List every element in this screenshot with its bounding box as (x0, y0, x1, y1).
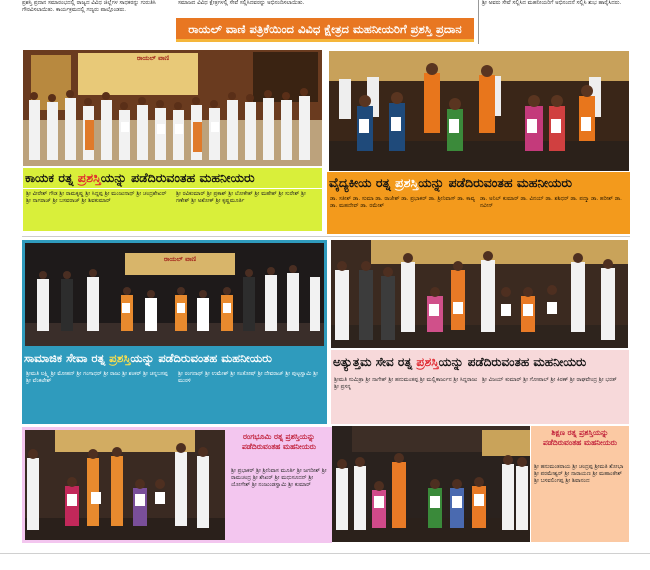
heading-suffix: ಯನ್ನು ಪಡೆದಿರುವಂತಹ ಮಹನೀಯರು (438, 355, 587, 369)
top-middle-text: ಸಮಾಜದ ವಿವಿಧ ಕ್ಷೇತ್ರಗಳಲ್ಲಿ ಸೇವೆ ಸಲ್ಲಿಸಿದವರನ್ನು ಅಭಿನಂದಿಸಲಾಯಿತು. (178, 0, 305, 6)
heading-suffix: ಯನ್ನು ಪಡೆದಿರುವಂತಹ ಮಹನೀಯರು (130, 351, 272, 365)
heading-kayaka-ratna (23, 168, 322, 188)
photo-shikshana-ratna-group (332, 426, 530, 542)
vaidyakeeya-body-left: ಡಾ. ಸತೀಶ್ ಡಾ. ಸುಮಾ ಡಾ. ರಾಜೇಶ್ ಡಾ. ಪ್ರಭಾಕರ್ ಡಾ. ಶ್ರೀನಿವಾಸ್ ಡಾ. ಕಾವ್ಯ ಡಾ. ಮಹದೇವ್ ಡಾ. ರಮೇಶ್ (330, 196, 476, 209)
banner-title-part-a: ರಾಯಲ್ ವಾಣಿ ಪತ್ರಿಕೆಯಿಂದ (188, 22, 298, 36)
heading-prefix: ಕಾಯಕ ರತ್ನ (25, 170, 78, 185)
heading-rangabhoomi-ratna: ರಂಗಭೂಮಿ ರತ್ನ ಪ್ರಶಸ್ತಿಯನ್ನು ಪಡೆದಿರುವಂತಹ ಮಹನೀಯರು (241, 432, 317, 451)
stage-banner-text: ರಾಯಲ್ ವಾಣಿ (136, 54, 170, 62)
stage-banner-text: ರಾಯಲ್ ವಾಣಿ (163, 255, 197, 263)
heading-award-word: ಪ್ರಶಸ್ತಿ (77, 170, 101, 185)
heading-prefix: ಸಾಮಾಜಿಕ ಸೇವಾ ರತ್ನ (24, 351, 110, 365)
samajika-body-left: ಶ್ರೀಮತಿ ಲಕ್ಷ್ಮಿ ಶ್ರೀ ಮೋಹನ್ ಶ್ರೀ ಗಂಗಾಧರ್ ಶ್ರೀ ರಾಜು ಶ್ರೀ ಶಂಕರ್ ಶ್ರೀ ಚನ್ನಬಸಪ್ಪ ಶ್ರೀ ವೆಂಕಟೇಶ್ (26, 371, 168, 384)
photo-kayaka-ratna-group (23, 50, 322, 166)
photo-rangabhoomi-ratna-group (25, 430, 225, 540)
banner-title-part-b: ವಿವಿಧ ಕ್ಷೇತ್ರದ ಮಹನೀಯರಿಗೆ ಪ್ರಶಸ್ತಿ ಪ್ರದಾನ (297, 22, 462, 36)
top-left-text: ಪ್ರಶಸ್ತಿ ಪ್ರದಾನ ಸಮಾರಂಭದಲ್ಲಿ ರಾಜ್ಯದ ವಿವಿಧ ಜಿಲ್ಲೆಗಳ ಸಾಧಕರನ್ನು ಗುರುತಿಸಿ ಗೌರವಿಸಲಾಯಿತು. ಕಾರ್ಯಕ್ರಮದಲ್ಲಿ ಗಣ್ಯರು ಪಾಲ್ಗೊಂಡರು. (22, 0, 156, 13)
shikshana-body: ಶ್ರೀ ಹನುಮಂತರಾಯ ಶ್ರೀ ಚಂದ್ರಪ್ಪ ಶ್ರೀಮತಿ ಶೋಭಾ ಶ್ರೀ ಪರಮೇಶ್ವರ್ ಶ್ರೀ ನಾರಾಯಣ ಶ್ರೀ ಮಹಾಂತೇಶ್ ಶ್ರೀ ಬಸವಲಿಂಗಪ್ಪ ಶ್ರೀ ಶಿವಾನಂದ (534, 464, 624, 484)
top-right-text: ಶ್ರೀ ಅವರು ಸೇವೆ ಸಲ್ಲಿಸಿದ ಮಹನೀಯರಿಗೆ ಅಭಿನಂದನೆ ಸಲ್ಲಿಸಿ ಶುಭ ಹಾರೈಸಿದರು. (478, 0, 628, 44)
heading-award-word: ಪ್ರಶಸ್ತಿ (416, 355, 439, 369)
atyuttama-body-left: ಶ್ರೀಮತಿ ಸುಮಿತ್ರಾ ಶ್ರೀ ನಾಗೇಶ್ ಶ್ರೀ ಹನುಮಂತಪ್ಪ ಶ್ರೀ ಮಲ್ಲಿಕಾರ್ಜುನ ಶ್ರೀ ಸಿದ್ದರಾಜು ಶ್ರೀ ಪ್ರಸನ್ನ (334, 377, 478, 390)
heading-prefix: ವೈದ್ಯಕೀಯ ರತ್ನ (329, 175, 396, 190)
main-banner (176, 18, 474, 42)
heading-atyuttama-seva-ratna (331, 350, 629, 374)
photo-samajika-seva-ratna-group (25, 243, 324, 346)
heading-samajika-seva-ratna (22, 348, 327, 368)
heading-prefix: ಅತ್ಯುತ್ತಮ ಸೇವ ರತ್ನ (333, 355, 417, 369)
kayaka-body-right: ಶ್ರೀ ರವಿಕುಮಾರ್ ಶ್ರೀ ಪ್ರಕಾಶ್ ಶ್ರೀ ಲೋಕೇಶ್ ಶ್ರೀ ಮಹೇಶ್ ಶ್ರೀ ಸುರೇಶ್ ಶ್ರೀ ಗಣೇಶ್ ಶ್ರೀ ಅಶೋಕ್ ಶ್ರೀ ಕೃಷ್ಣಮೂರ್ತಿ (176, 191, 306, 204)
heading-shikshana-ratna: ಶಿಕ್ಷಣ ರತ್ನ ಪ್ರಶಸ್ತಿಯನ್ನು ಪಡೆದಿರುವಂತಹ ಮಹನೀಯರು (542, 428, 618, 447)
samajika-body-right: ಶ್ರೀ ರಂಗನಾಥ್ ಶ್ರೀ ಉಮೇಶ್ ಶ್ರೀ ಸಂತೋಷ್ ಶ್ರೀ ದೇವರಾಜ್ ಶ್ರೀ ಪುಟ್ಟಸ್ವಾಮಿ ಶ್ರೀ ಮುರಳಿ (178, 371, 318, 384)
heading-suffix: ಯನ್ನು ಪಡೆದಿರುವಂತಹ ಮಹನೀಯರು (418, 175, 572, 190)
heading-vaidyakeeya-ratna (327, 172, 630, 194)
heading-award-word: ಪ್ರಶಸ್ತಿ (395, 175, 419, 190)
kayaka-body-left: ಶ್ರೀ ವೀರೇಶ್ ಗೌಡ ಶ್ರೀ ರಾಮಕೃಷ್ಣ ಶ್ರೀ ಸಿದ್ದಪ್ಪ ಶ್ರೀ ಮಂಜುನಾಥ್ ಶ್ರೀ ಚಂದ್ರಶೇಖರ್ ಶ್ರೀ ನಾಗರಾಜ್ ಶ್ರೀ ಬಸವರಾಜ್ ಶ್ರೀ ಶಿವಕುಮಾರ್ (26, 191, 167, 204)
vaidyakeeya-body-right: ಡಾ. ಅನಿಲ್ ಕುಮಾರ್ ಡಾ. ವಿನಯ್ ಡಾ. ಶಶಿಧರ್ ಡಾ. ಪದ್ಮಾ ಡಾ. ಹರೀಶ್ ಡಾ. ನವೀನ್ (480, 196, 622, 209)
rangabhoomi-body: ಶ್ರೀ ಪ್ರಭಾಕರ್ ಶ್ರೀ ಶ್ರೀನಿವಾಸ ಮೂರ್ತಿ ಶ್ರೀ ಜಗದೀಶ್ ಶ್ರೀ ರಾಮಚಂದ್ರ ಶ್ರೀ ಶೇಖರ್ ಶ್ರೀ ಮಧುಸೂದನ್ ಶ್ರೀ ಯೋಗೇಶ್ ಶ್ರೀ ನಂಜುಂಡಸ್ವಾಮಿ ಶ್ರೀ ಕುಮಾರ್ (231, 468, 327, 488)
heading-suffix: ಯನ್ನು ಪಡೆದಿರುವಂತಹ ಮಹನೀಯರು (100, 170, 255, 185)
photo-vaidyakeeya-ratna-group (329, 51, 629, 171)
heading-award-word: ಪ್ರಶಸ್ತಿ (109, 351, 131, 365)
photo-atyuttama-seva-ratna-group (331, 240, 628, 348)
atyuttama-body-right: ಶ್ರೀ ವಿಜಯ್ ಕುಮಾರ್ ಶ್ರೀ ಗೋಪಾಲ್ ಶ್ರೀ ಕಿರಣ್ ಶ್ರೀ ರಾಘವೇಂದ್ರ ಶ್ರೀ ಭರತ್ (482, 377, 617, 383)
